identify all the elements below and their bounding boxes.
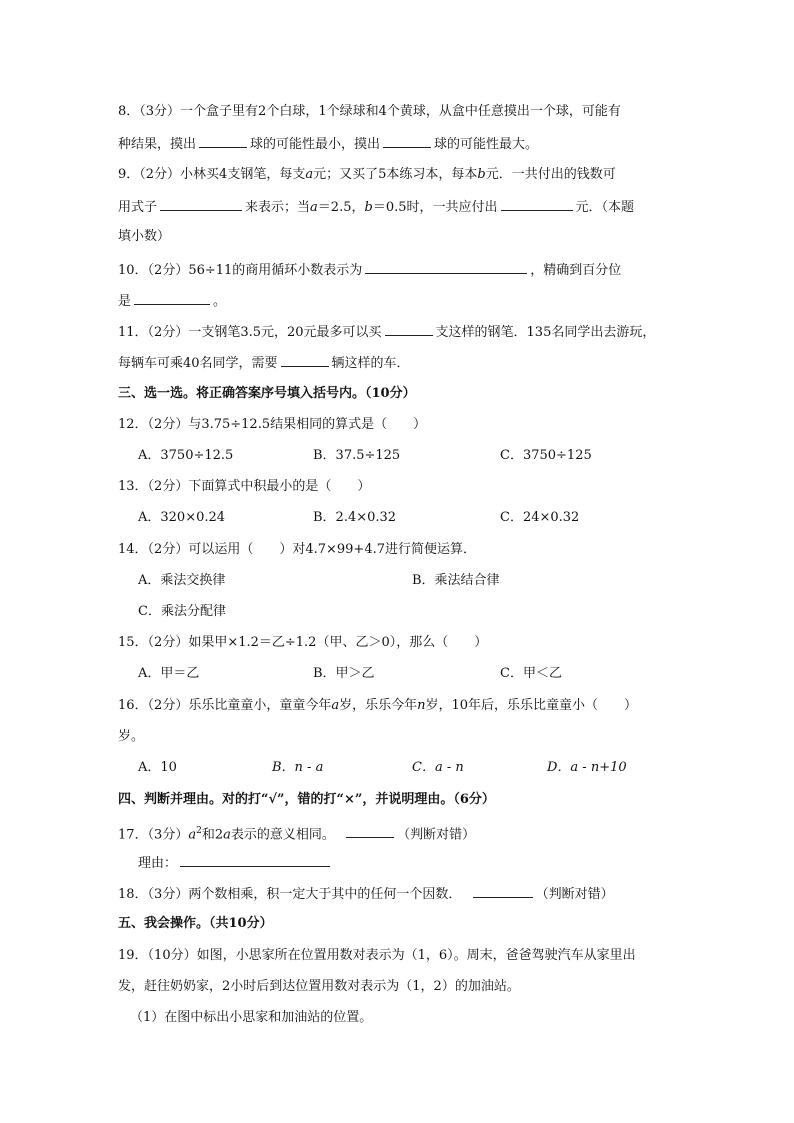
- q19-line2: 发，赶往奶奶家，2小时后到达位置用数对表示为（1，2）的加油站。: [118, 979, 520, 994]
- q19-line1: 19．（10分）如图，小思家所在位置用数对表示为（1，6）。周末，爸爸驾驶汽车从家里出: [118, 948, 636, 963]
- q13-option-b[interactable]: B．2.4×0.32: [313, 510, 397, 525]
- q16-option-c[interactable]: C．a - n: [412, 760, 464, 775]
- q11-line2: 每辆车可乘40名同学，需要 辆这样的车．: [118, 356, 410, 371]
- section-5-heading: 五、我会操作。（共10分）: [118, 916, 273, 931]
- q11-blank-1[interactable]: [385, 323, 433, 336]
- q8-line1: 8．（3分）一个盒子里有2个白球，1个绿球和4个黄球，从盒中任意摸出一个球，可能有: [118, 104, 621, 119]
- q16-option-d[interactable]: D．a - n+10: [547, 760, 627, 775]
- q10-line2: 是 。: [118, 294, 227, 309]
- q16-line2: 岁。: [118, 729, 145, 744]
- q11-line1: 11．（2分）一支钢笔3.5元，20元最多可以买 支这样的钢笔．135名同学出去游玩，: [118, 325, 656, 340]
- q13-option-a[interactable]: A．320×0.24: [138, 510, 226, 525]
- q15-option-b[interactable]: B．甲＞乙: [313, 666, 375, 681]
- q10-line1: 10．（2分）56÷11的商用循环小数表示为 ，精确到百分位: [118, 263, 622, 278]
- q12-option-c[interactable]: C．3750÷125: [500, 448, 592, 463]
- q16-option-a[interactable]: A．10: [138, 760, 177, 775]
- q12-option-a[interactable]: A．3750÷12.5: [138, 448, 234, 463]
- q9-line2: 用式子 来表示；当a＝2.5，b＝0.5时，一共应付出 元．（本题: [118, 200, 635, 215]
- q17-judge-blank[interactable]: [346, 825, 394, 838]
- q10-blank-2[interactable]: [134, 292, 210, 305]
- q13-stem: 13．（2分）下面算式中积最小的是（ ）: [118, 479, 371, 494]
- q14-option-b[interactable]: B．乘法结合律: [412, 573, 500, 588]
- q10-blank-1[interactable]: [365, 261, 527, 274]
- q9-blank-2[interactable]: [501, 198, 573, 211]
- q17-reason-blank[interactable]: [180, 854, 330, 867]
- q18-line: 18．（3分）两个数相乘，积一定大于其中的任何一个因数． （判断对错）: [118, 887, 614, 902]
- section-3-heading: 三、选一选。将正确答案序号填入括号内。（10分）: [118, 386, 416, 401]
- q15-stem: 15．（2分）如果甲×1.2＝乙÷1.2（甲、乙＞0），那么（ ）: [118, 635, 488, 650]
- q11-blank-2[interactable]: [281, 354, 329, 367]
- q9-line1: 9．（2分）小林买4支钢笔，每支a元；又买了5本练习本，每本b元．一共付出的钱数可: [118, 167, 616, 182]
- q9-line3: 填小数）: [118, 229, 171, 244]
- q8-blank-1[interactable]: [199, 135, 247, 148]
- q15-option-a[interactable]: A．甲＝乙: [138, 666, 200, 681]
- q15-option-c[interactable]: C．甲＜乙: [500, 666, 562, 681]
- q19-sub1: （1）在图中标出小思家和加油站的位置。: [130, 1010, 373, 1025]
- q12-option-b[interactable]: B．37.5÷125: [313, 448, 401, 463]
- q14-option-a[interactable]: A．乘法交换律: [138, 573, 226, 588]
- q14-stem: 14．（2分）可以运用（ ）对4.7×99+4.7进行简便运算．: [118, 542, 476, 557]
- q17-line1: 17．（3分）$a^2$和2a表示的意义相同。 （判断对错）: [118, 826, 476, 843]
- q18-judge-blank[interactable]: [473, 885, 533, 898]
- q17-reason: 理由：: [138, 854, 333, 872]
- q8-line2: 种结果，摸出 球的可能性最小，摸出 球的可能性最大。: [118, 137, 539, 152]
- q9-blank-1[interactable]: [160, 198, 242, 211]
- section-4-heading: 四、判断并理由。对的打“√”，错的打“×”，并说明理由。（6分）: [118, 792, 495, 807]
- q12-stem: 12．（2分）与3.75÷12.5结果相同的算式是（ ）: [118, 417, 427, 432]
- q16-option-b[interactable]: B．n - a: [272, 760, 324, 775]
- q8-blank-2[interactable]: [383, 135, 431, 148]
- q16-stem: 16．（2分）乐乐比童童小，童童今年a岁，乐乐今年n岁，10年后，乐乐比童童小（ ）: [118, 698, 638, 713]
- q14-option-c[interactable]: C．乘法分配律: [138, 604, 226, 619]
- q13-option-c[interactable]: C．24×0.32: [500, 510, 580, 525]
